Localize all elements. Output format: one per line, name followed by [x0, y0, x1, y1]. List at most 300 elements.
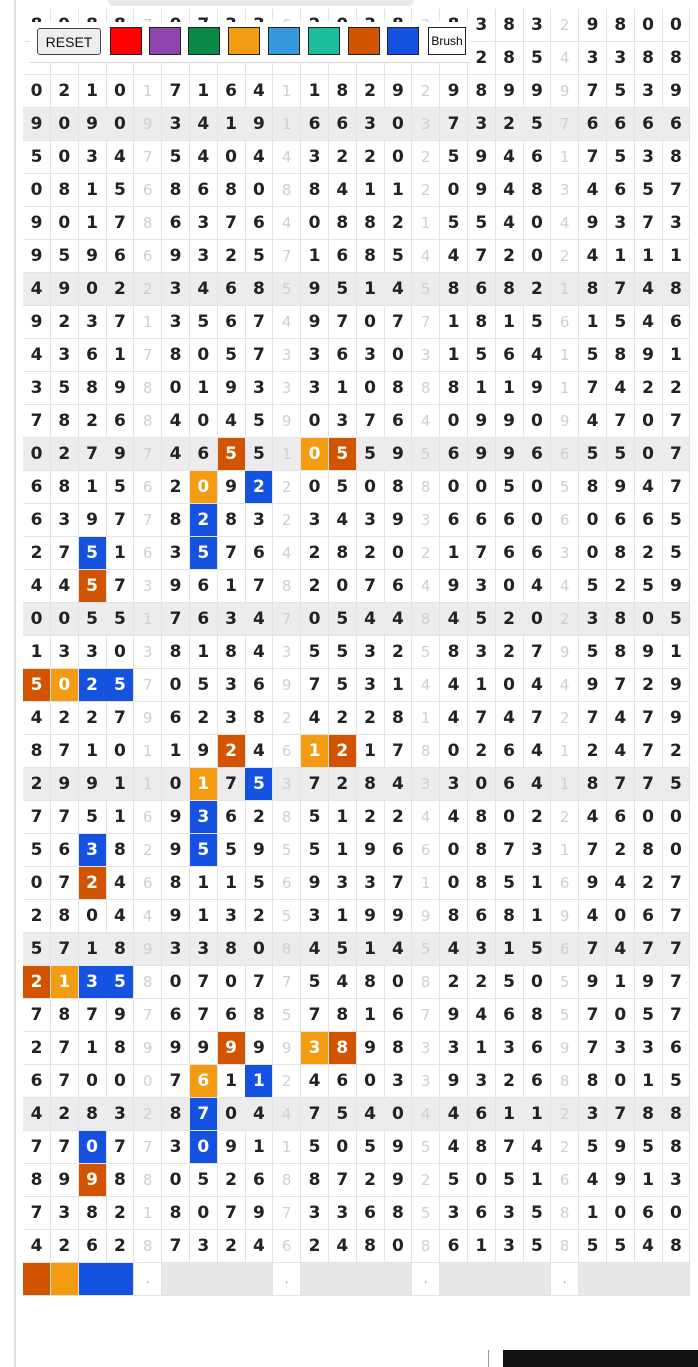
grid-cell[interactable]: 9 [134, 108, 162, 141]
grid-cell[interactable]: 8 [551, 1065, 579, 1098]
grid-cell[interactable]: 3 [496, 1197, 524, 1230]
grid-cell[interactable]: 1 [523, 1164, 551, 1197]
grid-cell[interactable]: 2 [607, 570, 635, 603]
grid-cell[interactable]: 7 [162, 75, 190, 108]
grid-cell[interactable]: 8 [412, 471, 440, 504]
grid-cell[interactable]: 8 [662, 141, 690, 174]
grid-cell[interactable]: 5 [106, 966, 134, 999]
grid-cell[interactable]: 6 [162, 999, 190, 1032]
grid-cell[interactable]: 4 [301, 1065, 329, 1098]
grid-cell[interactable]: 2 [301, 1230, 329, 1263]
grid-cell[interactable]: 4 [496, 174, 524, 207]
grid-cell[interactable]: 6 [218, 273, 246, 306]
grid-cell[interactable]: 5 [523, 1230, 551, 1263]
grid-cell[interactable]: 6 [635, 1197, 663, 1230]
grid-cell[interactable]: 2 [468, 966, 496, 999]
grid-cell[interactable]: 9 [635, 636, 663, 669]
grid-cell[interactable]: 6 [329, 339, 357, 372]
grid-cell[interactable]: 0 [218, 966, 246, 999]
grid-cell[interactable]: 0 [523, 240, 551, 273]
grid-cell[interactable]: 5 [273, 999, 301, 1032]
grid-cell[interactable]: 6 [635, 108, 663, 141]
grid-cell[interactable]: 0 [440, 405, 468, 438]
grid-cell[interactable]: 8 [51, 174, 79, 207]
grid-cell[interactable]: 0 [106, 75, 134, 108]
grid-cell[interactable]: 5 [190, 1164, 218, 1197]
grid-cell[interactable]: 9 [496, 75, 524, 108]
grid-cell[interactable]: 0 [79, 273, 107, 306]
grid-cell[interactable]: 8 [412, 735, 440, 768]
grid-cell[interactable]: 5 [579, 1131, 607, 1164]
grid-cell[interactable]: 4 [496, 207, 524, 240]
grid-cell[interactable]: 2 [496, 636, 524, 669]
grid-cell[interactable]: 5 [190, 834, 218, 867]
grid-cell[interactable]: 7 [329, 306, 357, 339]
grid-cell[interactable]: 8 [51, 999, 79, 1032]
grid-cell[interactable]: 7 [134, 1131, 162, 1164]
grid-cell[interactable]: 5 [440, 207, 468, 240]
grid-cell[interactable]: 0 [496, 570, 524, 603]
grid-cell[interactable]: 0 [468, 768, 496, 801]
grid-cell[interactable]: 6 [357, 1197, 385, 1230]
grid-cell[interactable]: 7 [579, 372, 607, 405]
grid-cell[interactable]: 3 [162, 108, 190, 141]
grid-cell[interactable]: 5 [79, 603, 107, 636]
grid-cell[interactable]: 6 [134, 174, 162, 207]
grid-cell[interactable]: 0 [301, 207, 329, 240]
grid-cell[interactable]: 8 [357, 240, 385, 273]
grid-cell[interactable]: 2 [51, 1098, 79, 1131]
grid-cell[interactable]: 9 [551, 636, 579, 669]
grid-cell[interactable]: 2 [273, 702, 301, 735]
grid-cell[interactable]: 8 [468, 75, 496, 108]
grid-cell[interactable]: 2 [273, 471, 301, 504]
grid-cell[interactable]: 6 [607, 801, 635, 834]
grid-cell[interactable]: 5 [523, 108, 551, 141]
grid-cell[interactable]: 9 [384, 504, 412, 537]
grid-cell[interactable]: 5 [23, 933, 51, 966]
grid-cell[interactable]: 6 [468, 1197, 496, 1230]
grid-cell[interactable]: 0 [523, 405, 551, 438]
grid-cell[interactable]: 7 [635, 933, 663, 966]
grid-cell[interactable]: 4 [273, 537, 301, 570]
grid-cell[interactable]: 8 [134, 372, 162, 405]
grid-cell[interactable]: 0 [635, 405, 663, 438]
grid-cell[interactable]: 2 [468, 42, 496, 75]
grid-cell[interactable]: 9 [579, 207, 607, 240]
grid-cell[interactable]: 4 [51, 570, 79, 603]
grid-cell[interactable]: 3 [162, 306, 190, 339]
grid-cell[interactable]: 8 [357, 768, 385, 801]
grid-cell[interactable]: 2 [357, 141, 385, 174]
grid-cell[interactable]: 9 [245, 1032, 273, 1065]
grid-cell[interactable]: 2 [329, 702, 357, 735]
grid-cell[interactable]: 3 [635, 141, 663, 174]
grid-cell[interactable]: 4 [106, 867, 134, 900]
grid-cell[interactable]: 6 [662, 108, 690, 141]
grid-cell[interactable]: 5 [23, 834, 51, 867]
swatch-blue[interactable] [387, 27, 419, 55]
grid-cell[interactable]: 4 [273, 207, 301, 240]
grid-cell[interactable]: 6 [468, 1098, 496, 1131]
grid-cell[interactable]: 8 [273, 1164, 301, 1197]
grid-cell[interactable]: 5 [468, 339, 496, 372]
grid-cell[interactable]: 8 [23, 1164, 51, 1197]
grid-cell[interactable]: 1 [635, 1164, 663, 1197]
grid-cell[interactable]: 8 [162, 867, 190, 900]
grid-cell[interactable]: 2 [662, 735, 690, 768]
grid-cell[interactable]: 4 [273, 1098, 301, 1131]
grid-cell[interactable]: 4 [579, 801, 607, 834]
grid-cell[interactable]: 4 [496, 141, 524, 174]
grid-cell[interactable]: 6 [190, 1065, 218, 1098]
grid-cell[interactable]: 4 [273, 306, 301, 339]
grid-cell[interactable]: 1 [551, 273, 579, 306]
grid-cell[interactable]: 5 [607, 438, 635, 471]
grid-cell[interactable]: 1 [79, 174, 107, 207]
grid-cell[interactable]: 3 [607, 207, 635, 240]
grid-cell[interactable]: 4 [523, 339, 551, 372]
grid-cell[interactable]: 8 [273, 570, 301, 603]
grid-cell[interactable]: 5 [329, 603, 357, 636]
grid-cell[interactable]: 2 [523, 273, 551, 306]
grid-cell[interactable]: 5 [218, 339, 246, 372]
grid-cell[interactable]: 8 [245, 702, 273, 735]
grid-cell[interactable]: 9 [607, 1131, 635, 1164]
grid-cell[interactable]: 1 [496, 1098, 524, 1131]
grid-cell[interactable]: 4 [412, 570, 440, 603]
grid-cell[interactable]: 8 [412, 1230, 440, 1263]
grid-cell[interactable]: 3 [412, 504, 440, 537]
grid-cell[interactable]: 3 [662, 1164, 690, 1197]
grid-cell[interactable]: 7 [301, 999, 329, 1032]
grid-cell[interactable]: 4 [635, 471, 663, 504]
grid-cell[interactable]: 8 [440, 273, 468, 306]
grid-cell[interactable]: 1 [357, 933, 385, 966]
grid-cell[interactable]: 2 [329, 768, 357, 801]
grid-cell[interactable]: 1 [79, 933, 107, 966]
grid-cell[interactable]: 3 [496, 1230, 524, 1263]
grid-cell[interactable]: 7 [662, 933, 690, 966]
grid-cell[interactable]: 1 [607, 966, 635, 999]
grid-cell[interactable]: 5 [384, 240, 412, 273]
grid-cell[interactable]: 7 [635, 768, 663, 801]
grid-cell[interactable]: 4 [190, 141, 218, 174]
grid-cell[interactable]: 7 [523, 636, 551, 669]
grid-cell[interactable]: 0 [357, 306, 385, 339]
grid-cell[interactable]: 5 [79, 801, 107, 834]
grid-cell[interactable]: 9 [635, 966, 663, 999]
grid-cell[interactable]: 3 [440, 1197, 468, 1230]
grid-cell[interactable]: 7 [106, 306, 134, 339]
grid-cell[interactable]: 7 [162, 603, 190, 636]
grid-cell[interactable]: 3 [412, 768, 440, 801]
grid-cell[interactable]: 8 [245, 273, 273, 306]
grid-cell[interactable]: 5 [79, 537, 107, 570]
grid-cell[interactable]: 5 [106, 174, 134, 207]
grid-cell[interactable]: 8 [440, 636, 468, 669]
grid-cell[interactable]: 5 [51, 372, 79, 405]
grid-cell[interactable]: 4 [579, 1164, 607, 1197]
grid-cell[interactable]: 4 [496, 702, 524, 735]
grid-cell[interactable]: 0 [245, 174, 273, 207]
grid-cell[interactable]: 9 [468, 438, 496, 471]
grid-cell[interactable]: 0 [523, 504, 551, 537]
grid-cell[interactable]: 8 [607, 9, 635, 42]
grid-cell[interactable]: 2 [412, 141, 440, 174]
grid-cell[interactable]: 4 [23, 702, 51, 735]
grid-cell[interactable]: 3 [273, 372, 301, 405]
grid-cell[interactable]: 9 [218, 372, 246, 405]
grid-cell[interactable]: 3 [273, 768, 301, 801]
grid-cell[interactable]: 4 [245, 603, 273, 636]
grid-cell[interactable]: 2 [440, 966, 468, 999]
grid-cell[interactable]: 1 [190, 867, 218, 900]
grid-cell[interactable]: 7 [440, 108, 468, 141]
grid-cell[interactable]: 6 [384, 834, 412, 867]
grid-cell[interactable]: 1 [523, 900, 551, 933]
grid-cell[interactable]: 4 [440, 1098, 468, 1131]
grid-cell[interactable]: 9 [162, 801, 190, 834]
grid-cell[interactable]: 5 [329, 669, 357, 702]
grid-cell[interactable]: 9 [51, 1164, 79, 1197]
grid-cell[interactable]: 9 [523, 372, 551, 405]
grid-cell[interactable]: 9 [51, 768, 79, 801]
grid-cell[interactable]: 7 [51, 537, 79, 570]
grid-cell[interactable]: 0 [23, 75, 51, 108]
grid-cell[interactable]: 8 [106, 834, 134, 867]
grid-cell[interactable]: 8 [218, 933, 246, 966]
grid-cell[interactable]: 8 [301, 174, 329, 207]
grid-cell[interactable]: 2 [301, 570, 329, 603]
grid-cell[interactable]: 1 [79, 471, 107, 504]
grid-cell[interactable]: 0 [162, 669, 190, 702]
grid-cell[interactable]: 2 [635, 669, 663, 702]
grid-cell[interactable]: 1 [357, 174, 385, 207]
grid-cell[interactable]: 2 [551, 603, 579, 636]
grid-cell[interactable]: 2 [79, 867, 107, 900]
grid-cell[interactable]: 5 [412, 1131, 440, 1164]
grid-cell[interactable]: 1 [79, 735, 107, 768]
grid-cell[interactable]: 2 [190, 504, 218, 537]
grid-cell[interactable]: 6 [523, 141, 551, 174]
grid-cell[interactable]: 1 [357, 999, 385, 1032]
grid-cell[interactable]: 1 [301, 735, 329, 768]
grid-cell[interactable]: 4 [440, 801, 468, 834]
grid-cell[interactable]: 2 [384, 801, 412, 834]
grid-cell[interactable]: 6 [523, 1032, 551, 1065]
grid-cell[interactable]: 5 [523, 933, 551, 966]
grid-cell[interactable]: 0 [301, 471, 329, 504]
grid-cell[interactable]: 2 [468, 735, 496, 768]
grid-cell[interactable]: 9 [551, 1032, 579, 1065]
grid-cell[interactable]: 7 [523, 702, 551, 735]
grid-cell[interactable]: 5 [273, 900, 301, 933]
grid-cell[interactable]: 8 [579, 471, 607, 504]
grid-cell[interactable]: 7 [579, 933, 607, 966]
grid-cell[interactable]: 3 [357, 867, 385, 900]
grid-cell[interactable]: 0 [523, 966, 551, 999]
grid-cell[interactable]: 4 [607, 372, 635, 405]
grid-cell[interactable]: 7 [384, 735, 412, 768]
grid-cell[interactable]: 3 [190, 933, 218, 966]
grid-cell[interactable]: 7 [51, 933, 79, 966]
grid-cell[interactable]: 7 [190, 999, 218, 1032]
grid-cell[interactable]: 6 [496, 735, 524, 768]
grid-cell[interactable]: 4 [551, 207, 579, 240]
grid-cell[interactable]: 7 [607, 405, 635, 438]
grid-cell[interactable]: 1 [662, 240, 690, 273]
grid-cell[interactable]: 0 [190, 339, 218, 372]
grid-cell[interactable]: 1 [218, 867, 246, 900]
grid-cell[interactable]: 5 [551, 999, 579, 1032]
grid-cell[interactable]: 5 [412, 273, 440, 306]
grid-cell[interactable]: 3 [162, 1131, 190, 1164]
grid-cell[interactable]: 4 [607, 702, 635, 735]
grid-cell[interactable]: 2 [218, 1164, 246, 1197]
grid-cell[interactable]: 9 [134, 933, 162, 966]
grid-cell[interactable]: 5 [329, 471, 357, 504]
grid-cell[interactable]: 2 [662, 372, 690, 405]
grid-cell[interactable]: 6 [384, 405, 412, 438]
grid-cell[interactable]: 1 [106, 339, 134, 372]
grid-cell[interactable]: 7 [579, 834, 607, 867]
grid-cell[interactable]: 8 [134, 1230, 162, 1263]
grid-cell[interactable]: 7 [579, 1032, 607, 1065]
grid-cell[interactable]: 9 [635, 339, 663, 372]
grid-cell[interactable]: 5 [412, 438, 440, 471]
grid-cell[interactable]: 4 [635, 1230, 663, 1263]
grid-cell[interactable]: 0 [357, 1065, 385, 1098]
grid-cell[interactable]: 6 [106, 405, 134, 438]
grid-cell[interactable]: 6 [329, 1065, 357, 1098]
grid-cell[interactable]: 7 [635, 735, 663, 768]
grid-cell[interactable]: 9 [301, 273, 329, 306]
grid-cell[interactable]: 4 [162, 405, 190, 438]
grid-cell[interactable]: 6 [496, 999, 524, 1032]
grid-cell[interactable]: 9 [551, 405, 579, 438]
grid-cell[interactable]: 7 [468, 240, 496, 273]
grid-cell[interactable]: 0 [162, 966, 190, 999]
grid-cell[interactable]: 5 [51, 240, 79, 273]
grid-cell[interactable]: 3 [218, 669, 246, 702]
grid-cell[interactable]: 8 [662, 42, 690, 75]
grid-cell[interactable]: 8 [273, 933, 301, 966]
grid-cell[interactable]: 8 [662, 273, 690, 306]
grid-cell[interactable]: 1 [273, 75, 301, 108]
grid-cell[interactable]: 4 [523, 669, 551, 702]
grid-cell[interactable]: 4 [218, 405, 246, 438]
grid-cell[interactable]: 6 [607, 504, 635, 537]
grid-cell[interactable]: 2 [357, 702, 385, 735]
grid-cell[interactable]: 8 [329, 75, 357, 108]
grid-cell[interactable]: 7 [273, 603, 301, 636]
grid-cell[interactable]: 1 [23, 636, 51, 669]
grid-cell[interactable]: 1 [384, 669, 412, 702]
grid-cell[interactable]: 9 [468, 174, 496, 207]
grid-cell[interactable]: 0 [662, 834, 690, 867]
grid-cell[interactable]: 5 [218, 438, 246, 471]
grid-cell[interactable]: 8 [468, 834, 496, 867]
grid-cell[interactable]: 3 [384, 1065, 412, 1098]
grid-cell[interactable]: 0 [218, 1098, 246, 1131]
grid-cell[interactable]: 6 [134, 801, 162, 834]
grid-cell[interactable]: 6 [190, 438, 218, 471]
grid-cell[interactable]: 0 [134, 1065, 162, 1098]
grid-cell[interactable]: 8 [579, 273, 607, 306]
grid-cell[interactable]: 2 [496, 603, 524, 636]
grid-cell[interactable]: 4 [23, 273, 51, 306]
grid-cell[interactable]: 2 [245, 900, 273, 933]
grid-cell[interactable]: 6 [329, 108, 357, 141]
grid-cell[interactable]: 5 [245, 768, 273, 801]
grid-cell[interactable]: 8 [523, 999, 551, 1032]
grid-cell[interactable]: 0 [635, 438, 663, 471]
grid-cell[interactable]: 7 [496, 1131, 524, 1164]
grid-cell[interactable]: 7 [579, 75, 607, 108]
grid-cell[interactable]: 9 [357, 834, 385, 867]
grid-cell[interactable]: 2 [273, 1065, 301, 1098]
grid-cell[interactable]: 1 [635, 240, 663, 273]
grid-cell[interactable]: 9 [662, 570, 690, 603]
grid-cell[interactable]: 3 [301, 339, 329, 372]
grid-cell[interactable]: 3 [329, 405, 357, 438]
grid-cell[interactable]: 0 [245, 933, 273, 966]
swatch-dark-orange[interactable] [348, 27, 380, 55]
grid-cell[interactable]: 3 [607, 42, 635, 75]
grid-cell[interactable]: 3 [551, 174, 579, 207]
grid-cell[interactable]: 1 [51, 966, 79, 999]
grid-cell[interactable]: 4 [579, 405, 607, 438]
grid-cell[interactable]: 3 [412, 1032, 440, 1065]
grid-cell[interactable]: 1 [134, 75, 162, 108]
grid-cell[interactable]: 9 [162, 240, 190, 273]
grid-cell[interactable]: 6 [23, 1065, 51, 1098]
grid-cell[interactable]: 4 [106, 141, 134, 174]
grid-cell[interactable]: 8 [635, 1098, 663, 1131]
grid-cell[interactable]: 5 [190, 537, 218, 570]
grid-cell[interactable]: 9 [79, 1164, 107, 1197]
grid-cell[interactable]: 9 [496, 405, 524, 438]
grid-cell[interactable]: 8 [162, 504, 190, 537]
grid-cell[interactable]: 4 [384, 603, 412, 636]
grid-cell[interactable]: 2 [357, 801, 385, 834]
grid-cell[interactable]: 6 [662, 1032, 690, 1065]
grid-cell[interactable]: 3 [440, 1032, 468, 1065]
grid-cell[interactable]: 4 [579, 900, 607, 933]
grid-cell[interactable]: 4 [329, 966, 357, 999]
grid-cell[interactable]: 7 [162, 1230, 190, 1263]
grid-cell[interactable]: 0 [51, 108, 79, 141]
grid-cell[interactable]: 2 [384, 636, 412, 669]
grid-cell[interactable]: 3 [51, 1197, 79, 1230]
grid-cell[interactable]: 5 [106, 669, 134, 702]
grid-cell[interactable]: 9 [579, 867, 607, 900]
grid-cell[interactable]: 2 [412, 75, 440, 108]
grid-cell[interactable]: 6 [134, 471, 162, 504]
grid-cell[interactable]: 3 [579, 1098, 607, 1131]
grid-cell[interactable]: 9 [162, 570, 190, 603]
grid-cell[interactable]: 0 [190, 1197, 218, 1230]
grid-cell[interactable]: 9 [218, 1032, 246, 1065]
grid-cell[interactable]: 5 [607, 306, 635, 339]
grid-cell[interactable]: 9 [273, 405, 301, 438]
grid-cell[interactable]: 0 [635, 603, 663, 636]
grid-cell[interactable]: 4 [23, 339, 51, 372]
grid-cell[interactable]: 4 [468, 999, 496, 1032]
grid-cell[interactable]: 3 [357, 636, 385, 669]
grid-cell[interactable]: 4 [190, 273, 218, 306]
